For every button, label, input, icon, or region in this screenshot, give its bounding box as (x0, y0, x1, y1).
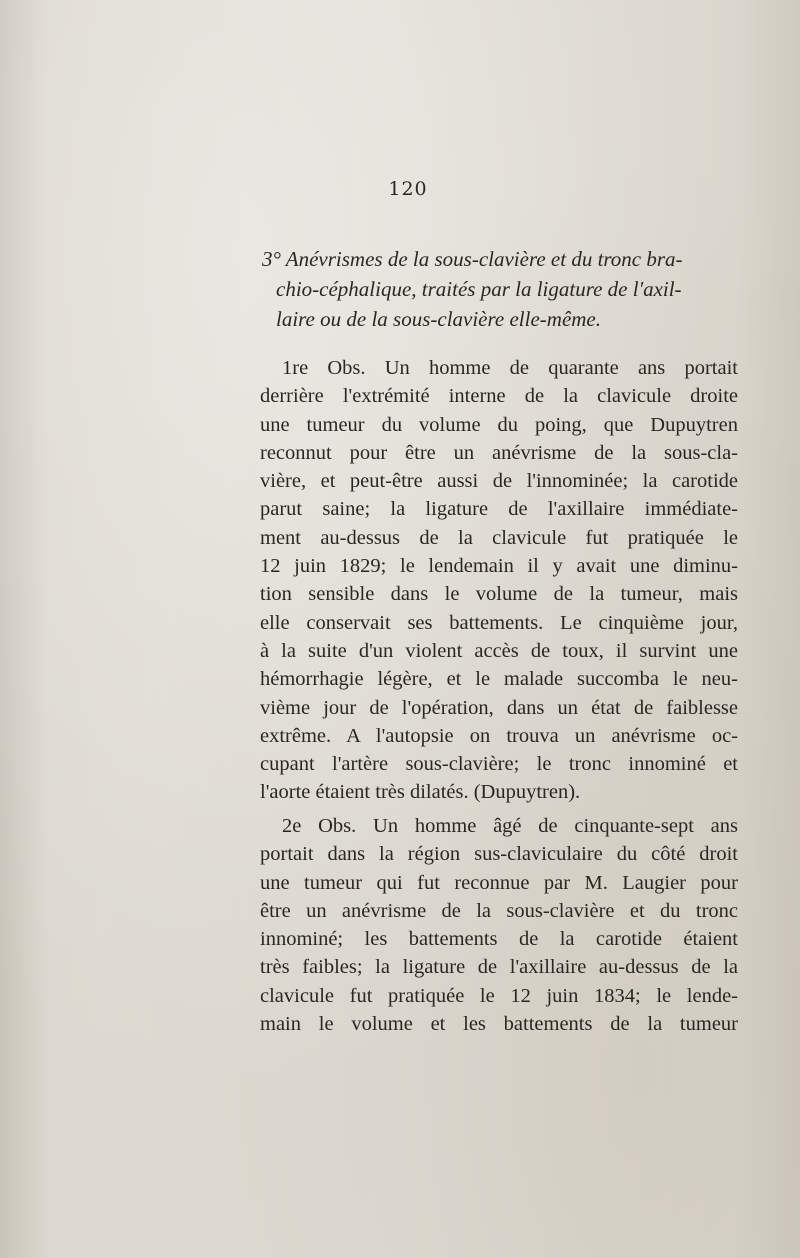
text-line: une tumeur qui fut reconnue par M. Laugier pour (260, 871, 738, 894)
text-line: une tumeur du volume du poing, que Dupuytren (260, 413, 738, 436)
text-line: vière, et peut-être aussi de l'innominée; la carotide (260, 470, 738, 493)
text-line: elle conservait ses battements. Le cinquième jour, (260, 611, 738, 634)
text-line: cupant l'artère sous-clavière; le tronc innominé et (260, 753, 738, 776)
text-line: 12 juin 1829; le lendemain il y avait une diminu- (260, 555, 738, 578)
page-number: 120 (388, 178, 428, 200)
text-line: clavicule fut pratiquée le 12 juin 1834; le lende- (260, 984, 738, 1007)
section-heading (262, 244, 742, 334)
text-line: l'aorte étaient très dilatés. (Dupuytren). (260, 781, 581, 804)
text-line: tion sensible dans le volume de la tumeur, mais (260, 583, 738, 606)
heading-line: laire ou de la sous-clavière elle-même. (276, 307, 601, 331)
text-line: ment au-dessus de la clavicule fut pratiquée le (260, 526, 738, 549)
text-line: parut saine; la ligature de l'axillaire immédiate- (260, 498, 738, 521)
text-line: derrière l'extrémité interne de la clavicule droite (260, 385, 738, 408)
text-line: hémorrhagie légère, et le malade succomba le neu- (260, 668, 738, 691)
text-line: extrême. A l'autopsie on trouva un anévrisme oc- (260, 724, 738, 747)
text-line: portait dans la région sus-claviculaire du côté droit (260, 843, 738, 866)
observation-2-paragraph (260, 812, 738, 1038)
text-line: être un anévrisme de la sous-clavière et du tronc (260, 899, 738, 922)
text-line: très faibles; la ligature de l'axillaire au-dessus de la (260, 956, 738, 979)
heading-line: 3° Anévrismes de la sous-clavière et du tronc bra- (262, 247, 683, 271)
observation-1-paragraph (260, 354, 738, 807)
heading-line: chio-céphalique, traités par la ligature de l'axil- (276, 277, 682, 301)
text-line: innominé; les battements de la carotide étaient (260, 928, 738, 951)
text-line: main le volume et les battements de la tumeur (260, 1013, 738, 1036)
text-line: 2e Obs. Un homme âgé de cinquante-sept ans (282, 815, 738, 837)
text-line: à la suite d'un violent accès de toux, il survint une (260, 639, 738, 662)
text-line: reconnut pour être un anévrisme de la sous-cla- (260, 441, 738, 464)
text-line: vième jour de l'opération, dans un état de faiblesse (260, 696, 738, 719)
text-line: 1re Obs. Un homme de quarante ans portait (282, 357, 738, 379)
